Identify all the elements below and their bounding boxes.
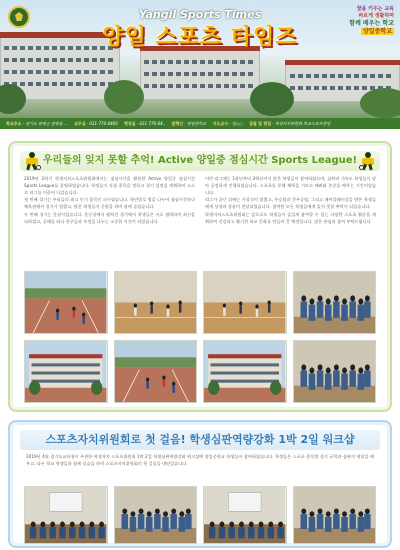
photo-gym-game — [203, 271, 287, 334]
masthead — [0, 0, 400, 118]
school-slogan — [330, 6, 394, 36]
photo-group-photo — [293, 340, 377, 403]
slogan-school-name: 양일중학교 — [363, 28, 392, 35]
article-column — [24, 176, 195, 268]
photo-lecture-hall — [24, 486, 108, 544]
photo-outdoor-court — [114, 340, 198, 403]
photo-lecture-hall — [203, 486, 287, 544]
photo-gallery — [24, 271, 376, 403]
photo-school-building — [203, 340, 287, 403]
article-body — [24, 176, 376, 268]
photo-group-photo — [293, 486, 377, 544]
photo-gym-game — [114, 271, 198, 334]
article-title-bar — [20, 151, 380, 171]
photo-group-photo — [293, 271, 377, 334]
article-sports-league — [8, 141, 392, 412]
info-item: 발행인 · 양일중학교 — [171, 121, 207, 126]
article-body: 2019년 4월 경기도교육청이 주관한 학생자치 스포츠위원회 1박 2일 학생심판역량강화 워크샵에 양일중학교 학생들이 참여하였습니다. 학생들은 스포츠 종목별 경기 규칙과 심판의 역할을 배우고, 다른 학교 학생들과 함께 실습을 하며 스포츠자치위원회의 첫 걸음을 내딛었습니다. — [26, 454, 374, 466]
paragraph: 리그가 끝난 뒤에는 시상식이 열렸고, 우승팀과 준우승팀, 그리고 페어플레이상을 받은 학생들에게 상장과 상품이 전달되었습니다. 참여한 모든 학생들에게 잊지 못할 추억이 되었습니다. — [205, 197, 376, 210]
newspaper-title: 양일 스포츠 타임즈 — [102, 25, 298, 50]
article-title-bar — [20, 430, 380, 450]
info-item: 지도교사 · 임○○ — [212, 121, 243, 126]
slogan-line: 바르게 생활하며 — [358, 13, 394, 19]
newspaper-name-english: Yangil Sports Times — [138, 8, 262, 21]
photo-gallery — [24, 486, 376, 544]
photo-group-photo — [114, 486, 198, 544]
publication-info-bar — [0, 118, 400, 129]
slogan-line: 꿈을 키우는 교육 — [356, 6, 394, 12]
article-title: 스포츠자치위원회로 첫 걸음! 학생심판역량강화 1박 2일 워크샵 — [45, 433, 355, 446]
article-title: 우리들의 잊지 못할 추억! Active 양일중 점심시간 Sports League! — [42, 155, 358, 166]
paragraph: 첫 번째 경기는 우리들의 최고 인기 종목인 피구였습니다. 학년별로 팀을 나누어 점심시간마다 체육관에서 경기가 열렸고, 많은 학생들이 응원을 하며 함께 즐겼습니다. — [24, 197, 195, 210]
paragraph: 이번 리그에는 1학년부터 3학년까지 많은 학생들이 참여하였으며, 심판과 기록도 학생들이 맡아 공정하게 진행하였습니다. 스포츠를 통해 체력을 기르고 배려와 존중을 배우는 시간이었습니다. — [205, 176, 376, 195]
soccer-player-icon — [359, 152, 377, 170]
photo-outdoor-court — [24, 271, 108, 334]
info-item: 교무실 · 031-770-0400 — [73, 121, 118, 126]
article-column — [205, 176, 376, 268]
paragraph: 2019년 2학기 학생자치스포츠위원회에서는 점심시간을 활용한 Active 양일중 점심시간 Sports League를 운영하였습니다. 학생들이 직접 종목을 정하고 경기 일정을 계획하며 스스로 리그를 이끌어 나갔습니다. — [24, 176, 195, 195]
paragraph: 두 번째 경기는 풋살이었습니다. 운동장에서 펼쳐진 경기에서 학생들은 서로 협력하며 최선을 다하였고, 승패를 떠나 친구들과 우정을 나누는 소중한 시간이 되었습니다. — [24, 211, 195, 224]
info-item: 집필 및 편집 · 학생자치위원회·학교스포츠클럽 — [249, 121, 331, 126]
article-referee-workshop — [8, 420, 392, 548]
slogan-line: 함께 배우는 학교 — [349, 20, 394, 27]
paragraph: 학생자치스포츠위원회는 앞으로도 학생들이 즐겁게 참여할 수 있는 다양한 스포츠 활동을 계획하여 건강하고 활기찬 학교 문화를 만들어 갈 예정입니다. 많은 관심과 참여 부탁드립니다. — [205, 211, 376, 224]
soccer-player-icon — [23, 152, 41, 170]
photo-school-building — [24, 340, 108, 403]
info-item: 학교주소 · 경기도 양평군 양평읍 ... — [6, 121, 68, 126]
info-item: 행정실 · 031-770-04.. — [124, 121, 166, 126]
